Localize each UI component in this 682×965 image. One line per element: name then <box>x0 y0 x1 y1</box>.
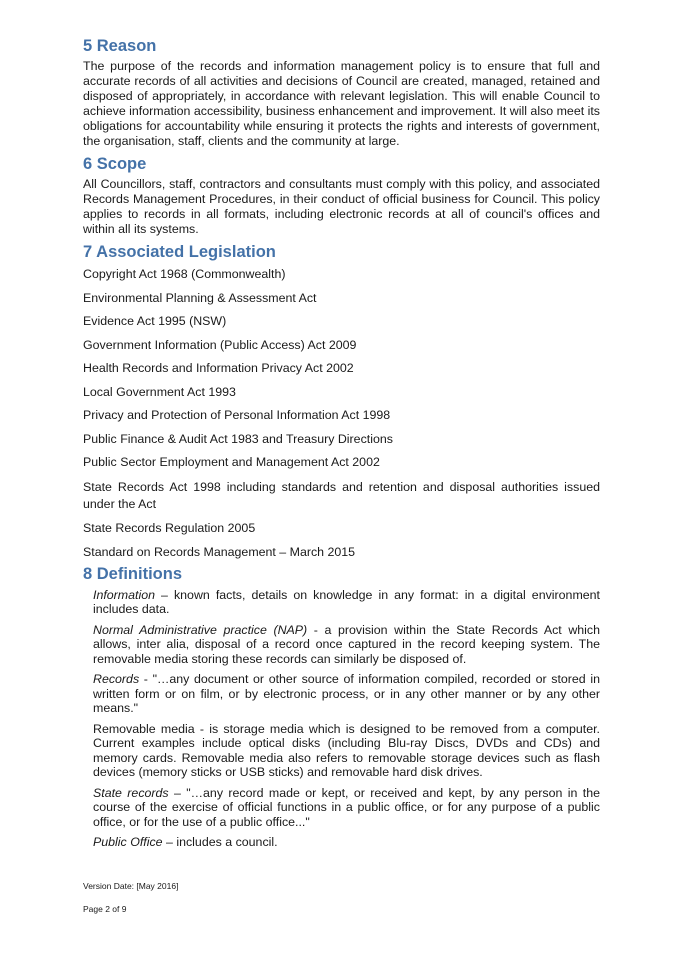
reason-section <box>83 36 600 149</box>
footer-page-number: Page 2 of 9 <box>83 904 127 914</box>
list-item: Public Finance & Audit Act 1983 and Treasury Directions <box>83 431 393 446</box>
definitions-heading: 8 Definitions <box>83 564 183 583</box>
legislation-heading: 7 Associated Legislation <box>83 243 276 261</box>
definition-term: State records <box>93 785 169 800</box>
list-item: Health Records and Information Privacy Act 2002 <box>83 361 354 375</box>
definition-item <box>93 786 600 830</box>
legislation-section <box>83 242 600 560</box>
list-item: Privacy and Protection of Personal Information Act 1998 <box>83 408 391 422</box>
reason-heading: 5 Reason <box>83 37 157 55</box>
definition-text: – known facts, details on knowledge in any format: in a digital environment includes data. <box>93 587 600 616</box>
definition-item <box>93 672 600 716</box>
definition-term: Records <box>93 672 140 686</box>
list-item: Local Government Act 1993 <box>83 384 236 399</box>
list-item: Copyright Act 1968 (Commonwealth) <box>83 267 286 281</box>
list-item: Environmental Planning & Assessment Act <box>83 290 317 305</box>
footer-version: Version Date: [May 2016] <box>83 881 179 891</box>
definition-text: Removable media - is storage media which is designed to be removed from a computer. Current examples include optical disks (including Blu-ray Discs, DVDs and CDs) and memory cards. Removable media also refers to removable storage devices such as flash devices (memory sticks or USB sticks) and removable hard disk drives. <box>93 721 600 779</box>
definition-text: – includes a council. <box>162 835 278 849</box>
legislation-list <box>83 267 600 560</box>
list-item: Evidence Act 1995 (NSW) <box>83 314 227 328</box>
list-item: State Records Regulation 2005 <box>83 521 256 535</box>
reason-paragraph: The purpose of the records and information management policy is to ensure that full and accurate records of all activities and decisions of Council are created, managed, retained and disposed of appropriately, in accordance with relevant legislation. This will enable Council to achieve information accessibility, business enhancement and improvement. It will also meet its obligations for accountability while ensuring it protects the rights and interests of government, the organisation, staff, clients and the community at large. <box>83 59 600 148</box>
definition-text: - a provision within the State Records Act which allows, inter alia, disposal of a record once captured in the record keeping system. The removable media storing these records can similarly be disposed of. <box>93 622 600 666</box>
definition-text: – "…any record made or kept, or received and kept, by any person in the course of the exercise of official functions in a public office, or for any purpose of a public office, or for the use of a public office..." <box>93 785 600 829</box>
list-item: Public Sector Employment and Management Act 2002 <box>83 455 380 469</box>
definition-term: Public Office <box>93 835 163 849</box>
definition-term: Information <box>93 587 155 602</box>
definition-text: - "…any document or other source of information compiled, recorded or stored in written form or on film, or by electronic process, or in any other manner or by any other means." <box>93 672 600 715</box>
definitions-list <box>83 588 600 850</box>
definition-item <box>93 722 600 780</box>
list-item: State Records Act 1998 including standards and retention and disposal authorities issued under the Act <box>83 479 600 511</box>
definition-item <box>93 623 600 667</box>
scope-section <box>83 154 600 237</box>
scope-paragraph: All Councillors, staff, contractors and consultants must comply with this policy, and associated Records Management Procedures, in their conduct of official business for Council. This policy applies to records in all formats, including electronic records at all of council's offices and within all its systems. <box>83 177 600 236</box>
list-item: Standard on Records Management – March 2015 <box>83 544 356 559</box>
list-item: Government Information (Public Access) Act 2009 <box>83 337 357 352</box>
definition-item <box>93 835 600 850</box>
definitions-section <box>83 564 600 850</box>
definition-item <box>93 588 600 617</box>
definition-term: Normal Administrative practice (NAP) <box>93 622 308 637</box>
scope-heading: 6 Scope <box>83 155 147 173</box>
